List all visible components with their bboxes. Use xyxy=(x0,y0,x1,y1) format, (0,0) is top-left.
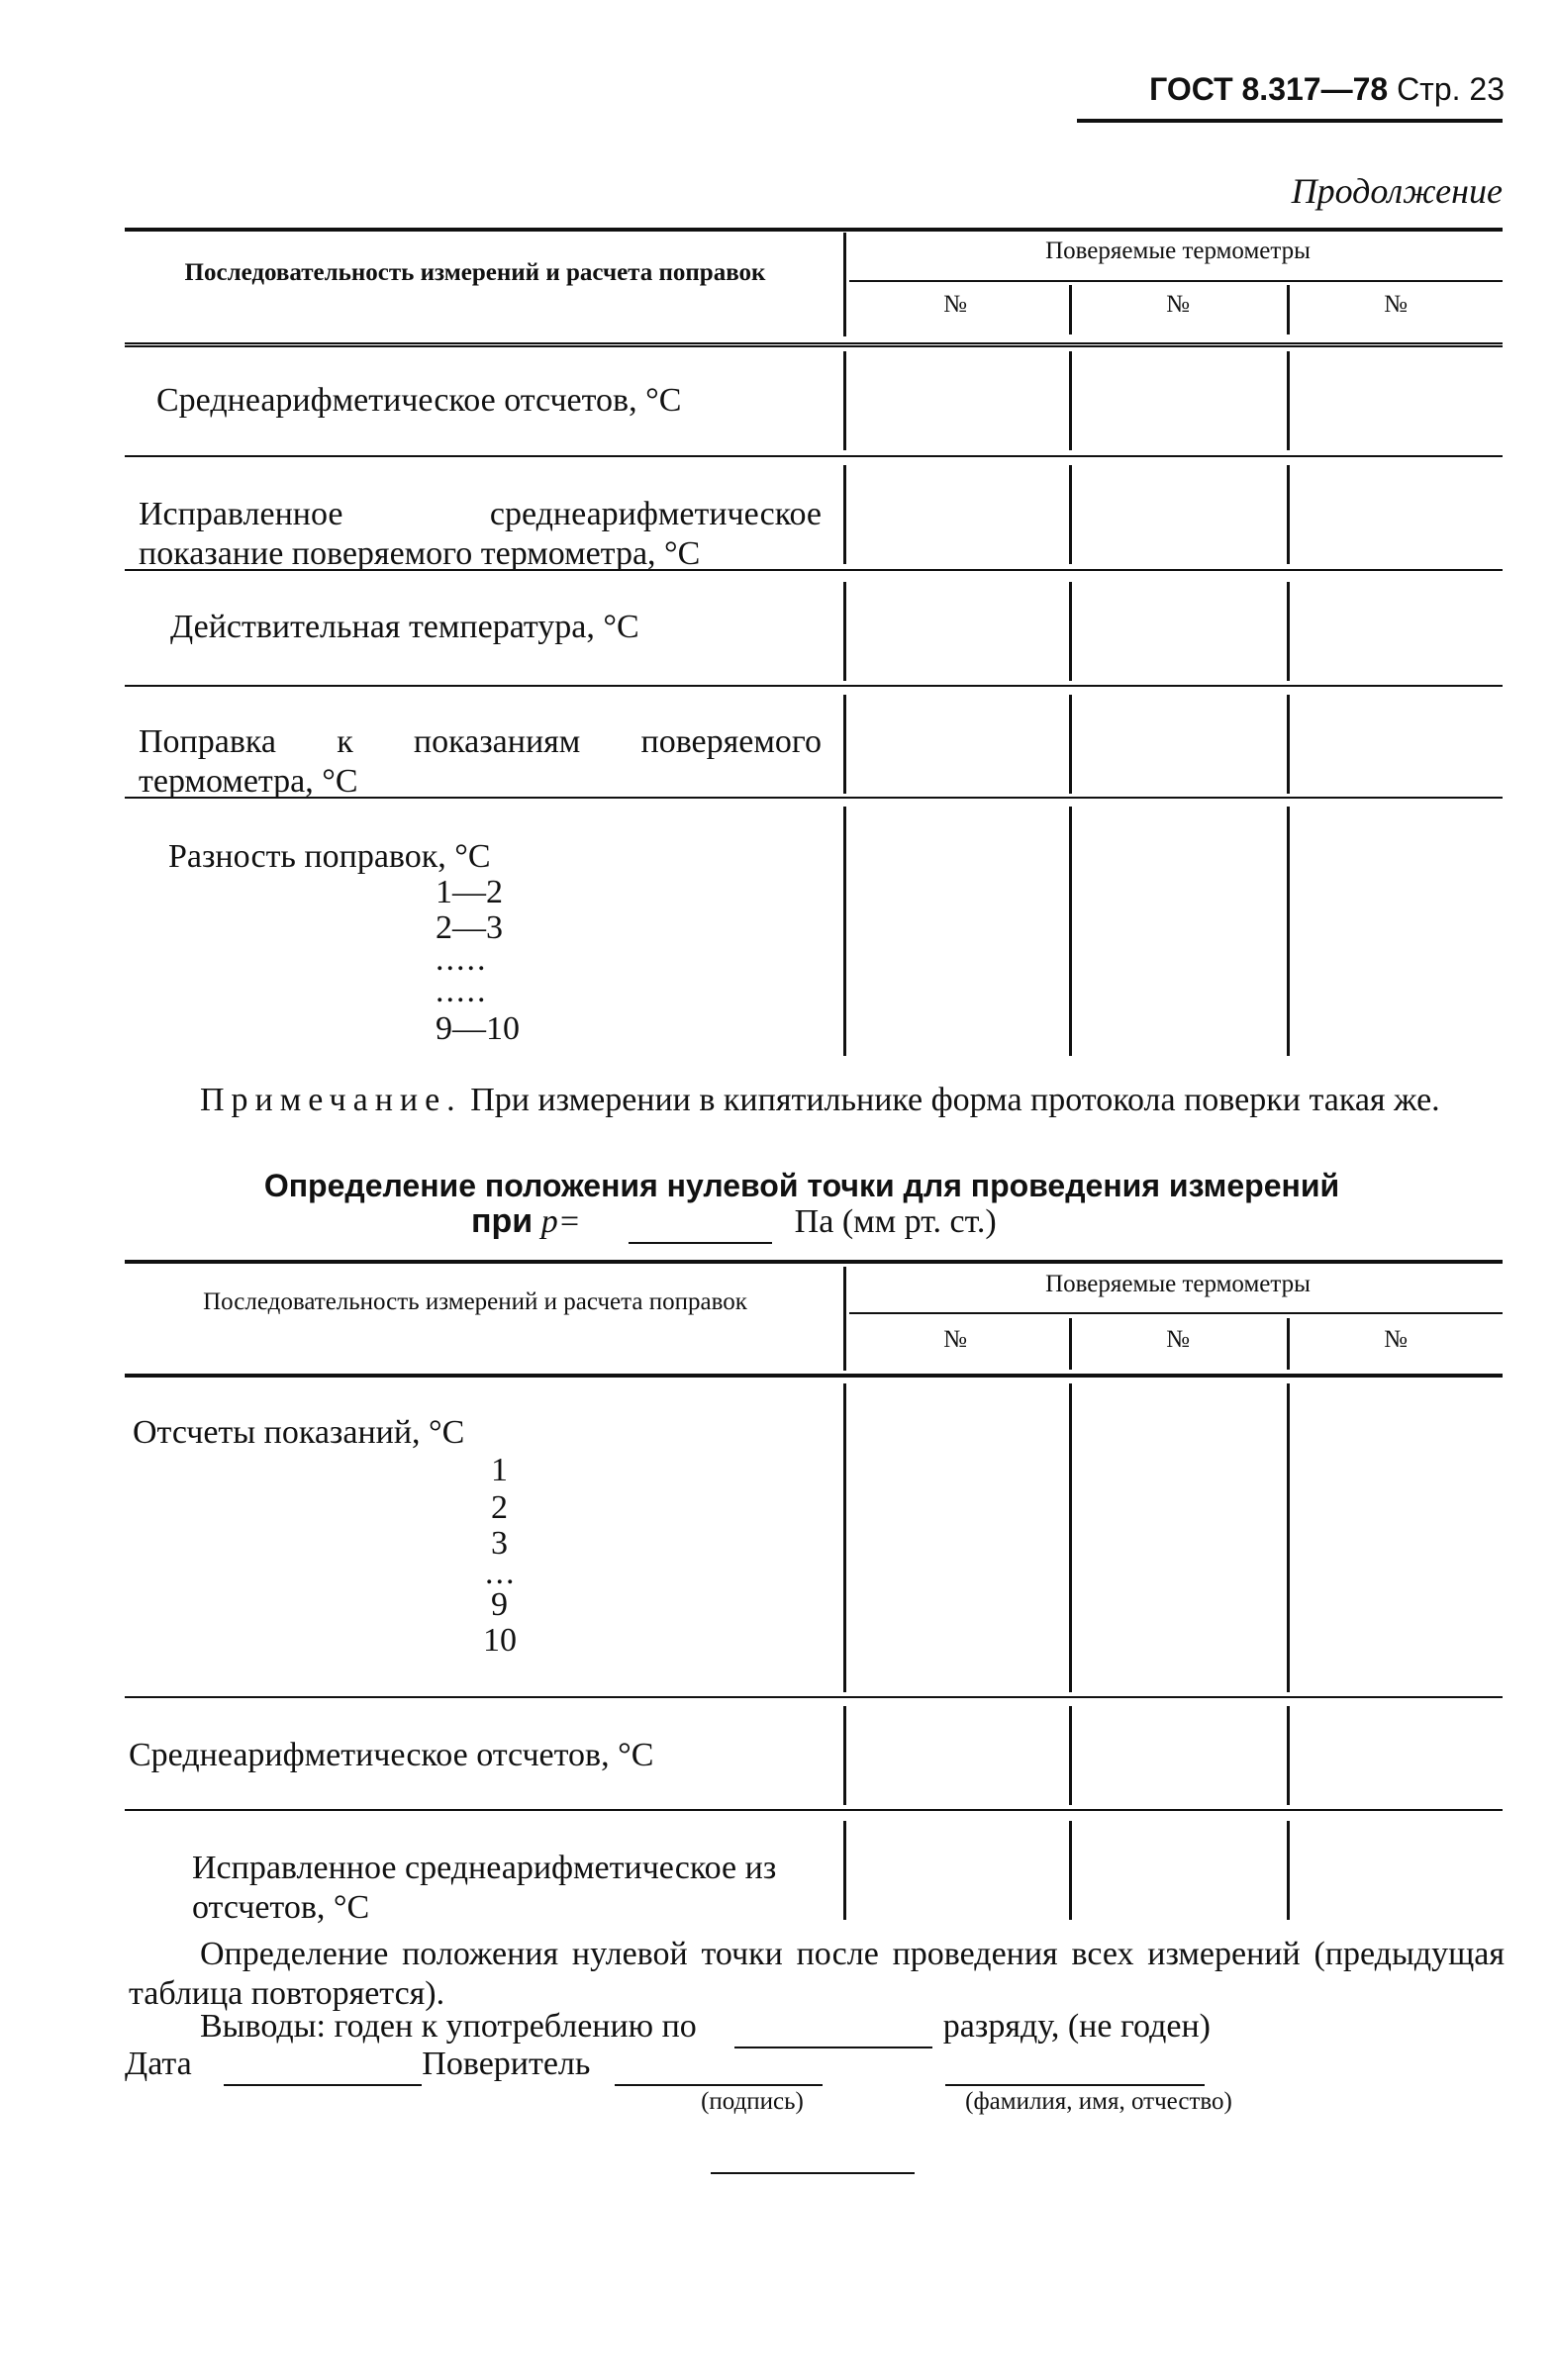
table1-row-5-label: Разность поправок, °С xyxy=(168,838,491,875)
table1-num-divider-1 xyxy=(1069,285,1072,334)
table1-row-1-div-a xyxy=(843,351,846,450)
table2-row-3-div-a xyxy=(843,1821,846,1920)
table2-row-2-div-a xyxy=(843,1706,846,1805)
conclusion-line xyxy=(200,2007,1507,2048)
verifier-label: Поверитель xyxy=(422,2046,591,2082)
table2-row-1-rule xyxy=(125,1696,1503,1698)
table2-sub-3: 3 xyxy=(491,1525,508,1562)
table2-row-2-label: Среднеарифметическое отсчетов, °С xyxy=(129,1737,654,1773)
name-caption: (фамилия, имя, отчество) xyxy=(965,2088,1232,2115)
table1-num-2: № xyxy=(1166,291,1190,318)
header-rule xyxy=(1077,119,1503,123)
signature-caption: (подпись) xyxy=(701,2088,804,2115)
table2-row-1-div-a xyxy=(843,1383,846,1692)
conclusion-pre: Выводы: годен к употреблению по xyxy=(200,2008,697,2045)
name-blank xyxy=(945,2045,1205,2086)
table1-row-3-label: Действительная температура, °С xyxy=(170,609,639,645)
table2-header-bottom xyxy=(125,1374,1503,1378)
table2-row-3-div-c xyxy=(1287,1821,1290,1920)
table2-group-rule xyxy=(849,1312,1503,1314)
table1-row-1-div-c xyxy=(1287,351,1290,450)
table1-num-3: № xyxy=(1384,291,1408,318)
table1-row-4-label: Поправка к показаниям поверяемого термометра, °С xyxy=(139,723,822,800)
section2-title: Определение положения нулевой точки для проведения измерений xyxy=(263,1168,1340,1203)
table1-row-4-div-a xyxy=(843,695,846,794)
continuation-label: Продолжение xyxy=(1291,171,1503,211)
conclusion-post: разряду, (не годен) xyxy=(942,2008,1211,2045)
table1-row-2-div-b xyxy=(1069,465,1072,564)
table1-row-2-rule xyxy=(125,569,1503,571)
section2-pre: при xyxy=(471,1202,534,1240)
date-label: Дата xyxy=(125,2046,192,2082)
table1-row-3-div-b xyxy=(1069,582,1072,681)
table1-col-header: Последовательность измерений и расчета поправок xyxy=(184,259,766,286)
signature-blank xyxy=(615,2045,823,2086)
table1-group-rule xyxy=(849,280,1503,282)
category-blank xyxy=(734,2007,932,2048)
table2-sub-2: 2 xyxy=(491,1489,508,1526)
section2-title-line2 xyxy=(471,1201,1362,1244)
table1-row-3-rule xyxy=(125,685,1503,687)
table1-top-rule xyxy=(125,228,1503,232)
table1-row-2-div-a xyxy=(843,465,846,564)
table2-num-1: № xyxy=(943,1326,967,1353)
section2-post: Па (мм рт. ст.) xyxy=(794,1203,997,1240)
table2-row-2-div-c xyxy=(1287,1706,1290,1805)
note xyxy=(107,1081,1503,1120)
table2-num-divider-2 xyxy=(1287,1318,1290,1370)
note-text: При измерении в кипятильнике форма протокола поверки такая же. xyxy=(470,1082,1440,1118)
table1-sub-3: ..... xyxy=(436,941,488,978)
end-rule xyxy=(711,2172,915,2174)
table2-row-1-div-c xyxy=(1287,1383,1290,1692)
table1-num-1: № xyxy=(943,291,967,318)
table2-num-divider-1 xyxy=(1069,1318,1072,1370)
table1-row-2-div-c xyxy=(1287,465,1290,564)
table1-row-4-div-b xyxy=(1069,695,1072,794)
table1-sub-1: 1—2 xyxy=(436,874,503,910)
page-header xyxy=(1109,69,1505,109)
standard-number: ГОСТ 8.317—78 xyxy=(1149,71,1389,107)
table1-row-4-div-c xyxy=(1287,695,1290,794)
table2-top-rule xyxy=(125,1260,1503,1264)
table2-row-3-label: Исправленное среднеарифметическое из отсчетов, °С xyxy=(192,1850,777,1926)
pressure-blank xyxy=(629,1202,772,1244)
table2-sub-6: 10 xyxy=(483,1622,517,1659)
table2-sub-4: ... xyxy=(485,1555,517,1591)
table1-row-5-div-b xyxy=(1069,807,1072,1056)
table1-row-1-rule xyxy=(125,455,1503,457)
table1-row-1-label: Среднеарифметическое отсчетов, °С xyxy=(156,382,682,419)
table2-row-2-div-b xyxy=(1069,1706,1072,1805)
table2-row-1-div-b xyxy=(1069,1383,1072,1692)
table1-row-3-div-a xyxy=(843,582,846,681)
table1-row-3-div-c xyxy=(1287,582,1290,681)
table2-group-header: Поверяемые термометры xyxy=(1045,1271,1311,1297)
page-number: Стр. 23 xyxy=(1397,71,1505,107)
table2-row-2-rule xyxy=(125,1809,1503,1811)
table1-row-5-div-a xyxy=(843,807,846,1056)
table2-num-3: № xyxy=(1384,1326,1408,1353)
table2-sub-1: 1 xyxy=(491,1452,508,1488)
table2-row-3-div-b xyxy=(1069,1821,1072,1920)
table1-header-bottom xyxy=(125,342,1503,347)
footer-line1: Определение положения нулевой точки после проведения всех измерений (предыдущая таблица повторяется). xyxy=(129,1936,1505,2012)
table1-sub-4: ..... xyxy=(436,973,488,1009)
note-label: Примечание. xyxy=(200,1082,462,1118)
table1-row-1-div-b xyxy=(1069,351,1072,450)
table1-row-4-rule xyxy=(125,797,1503,799)
table1-row-5-div-c xyxy=(1287,807,1290,1056)
table1-sub-5: 9—10 xyxy=(436,1010,520,1047)
section2-var: p= xyxy=(540,1203,581,1240)
table1-num-divider-2 xyxy=(1287,285,1290,334)
table1-group-header: Поверяемые термометры xyxy=(1045,238,1311,264)
table1-header-divider xyxy=(843,233,846,336)
table2-sub-5: 9 xyxy=(491,1586,508,1623)
table2-row-1-label: Отсчеты показаний, °С xyxy=(133,1414,465,1451)
signature-line xyxy=(125,2045,1411,2086)
table1-row-2-label: Исправленное среднеарифметическое показание поверяемого термометра, °С xyxy=(139,496,822,572)
table2-num-2: № xyxy=(1166,1326,1190,1353)
table2-col-header: Последовательность измерений и расчета поправок xyxy=(203,1288,747,1315)
date-blank xyxy=(224,2045,422,2086)
table1-sub-2: 2—3 xyxy=(436,909,503,946)
table2-header-divider xyxy=(843,1267,846,1371)
